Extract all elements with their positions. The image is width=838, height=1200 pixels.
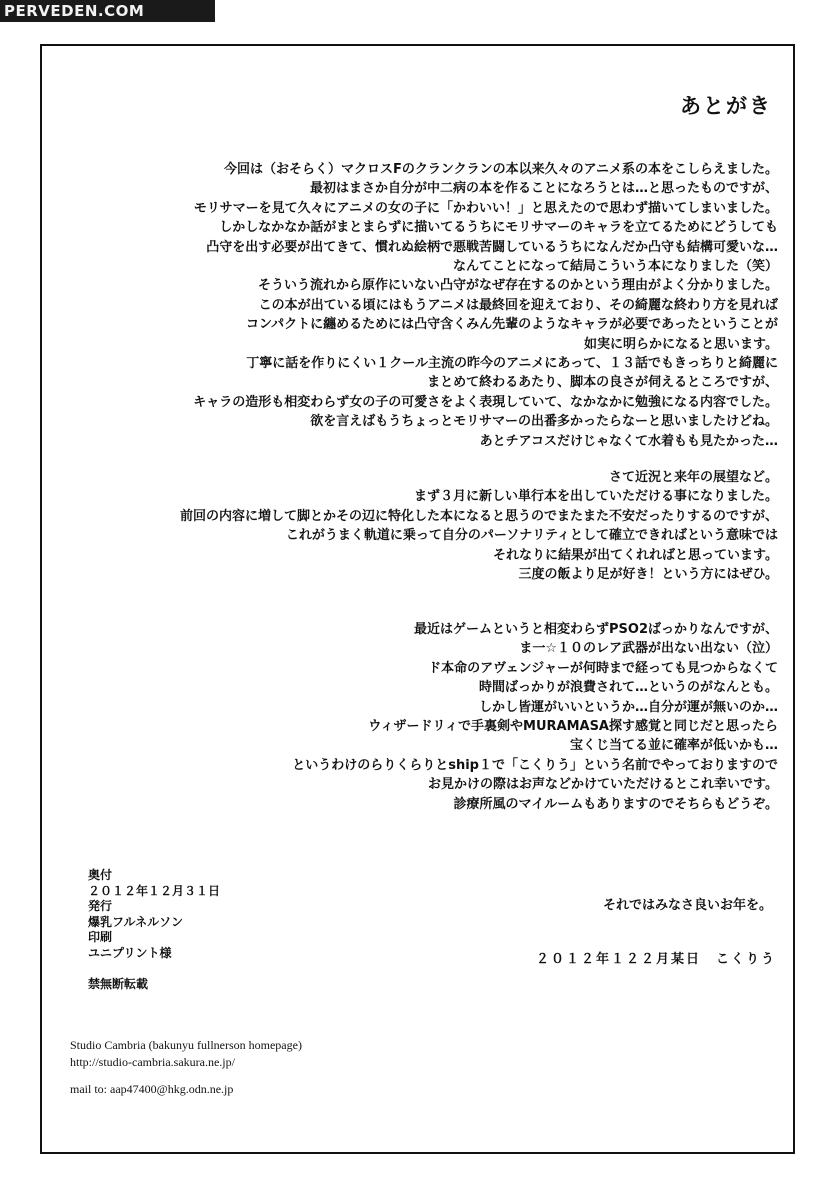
homepage-url: http://studio-cambria.sakura.ne.jp/ xyxy=(70,1055,235,1069)
text-line: あとチアコスだけじゃなくて水着もも見たかった… xyxy=(479,433,778,449)
text-line: 三度の飯より足が好き！という方にはぜひ。 xyxy=(518,567,778,583)
author-signature: ２０１２年１２２月某日 こくりう xyxy=(535,952,776,967)
text-line: 最初はまさか自分が中二病の本を作ることになろうとは…と思ったものですが、 xyxy=(309,181,778,197)
printer-label: 印刷 xyxy=(88,930,113,945)
text-line: まず３月に新しい単行本を出していただける事になりました。 xyxy=(413,489,778,505)
text-line: 診療所風のマイルームもありますのでそちらもどうぞ。 xyxy=(453,796,778,812)
text-line: お見かけの際はお声などかけていただけるとこれ幸いです。 xyxy=(428,777,778,793)
text-line: コンパクトに纏めるためには凸守含くみん先輩のようなキャラが必要であったということが xyxy=(246,317,778,333)
publisher-name: 爆乳フルネルソン xyxy=(88,914,184,929)
afterword-paragraph-3 xyxy=(292,620,778,814)
text-line: 前回の内容に増して脚とかその辺に特化した本になると思うのでまたまた不安だったりするのですが、 xyxy=(179,508,778,524)
text-line: キャラの造形も相変わらず女の子の可愛さをよく表現していて、なかなかに勉強になる内容でした。 xyxy=(193,394,778,410)
text-line: まとめて終わるあたり、脚本の良さが伺えるところですが、 xyxy=(427,375,778,391)
copyright-notice: 禁無断転載 xyxy=(88,977,149,991)
circle-name: Studio Cambria (bakunyu fullnerson homepage) xyxy=(70,1038,302,1052)
text-line: そういう流れから原作にいない凸守がなぜ存在するのかという理由がよく分かりました。 xyxy=(257,278,778,294)
text-line: それなりに結果が出てくれればと思っています。 xyxy=(493,547,778,563)
text-line: しかし皆運がいいというか…自分が運が無いのか… xyxy=(478,699,778,715)
text-line: 欲を言えばもうちょっとモリサマーの出番多かったらなーと思いましたけどね。 xyxy=(310,414,778,430)
text-line: 最近はゲームというと相変わらずPSO2ばっかりなんですが、 xyxy=(414,622,778,637)
credits xyxy=(70,1037,302,1071)
text-line: 時間ばっかりが浪費されて…というのがなんとも。 xyxy=(478,680,778,696)
closing-line: それではみなさ良いお年を。 xyxy=(602,898,772,913)
text-line: 丁寧に話を作りにくい１クール主流の昨今のアニメにあって、１３話でもきっちりと綺麗に xyxy=(246,356,778,372)
text-line: この本が出ている頃にはもうアニメは最終回を迎えており、その綺麗な終わり方を見れば xyxy=(258,297,778,313)
site-watermark: PERVEDEN.COM xyxy=(0,0,215,22)
text-line: これがうまく軌道に乗って自分のパーソナリティとして確立できればという意味では xyxy=(285,528,778,544)
text-line: 凸守を出す必要が出てきて、慣れぬ絵柄で悪戦苦闘しているうちになんだか凸守も結構可愛いな… xyxy=(206,239,778,255)
text-line: 宝くじ当てる並に確率が低いかも… xyxy=(569,738,778,754)
afterword-paragraph-1 xyxy=(193,160,778,451)
text-line: ウィザードリィで手裏剣やMURAMASA探す感覚と同じだと思ったら xyxy=(368,719,778,735)
text-line: さて近況と来年の展望など。 xyxy=(608,470,778,485)
afterword-paragraph-2 xyxy=(180,468,778,584)
page-title: あとがき xyxy=(680,94,772,118)
publisher-label: 発行 xyxy=(88,899,113,914)
text-line: 今回は（おそらく）マクロスFのクランクランの本以来久々のアニメ系の本をこしらえました。 xyxy=(224,162,778,177)
colophon-heading: 奥付 xyxy=(88,868,113,882)
printer-name: ユニプリント様 xyxy=(88,945,172,960)
text-line: しかしなかなか話がまとまらずに描いてるうちにモリサマーのキャラを立てるためにどうしても xyxy=(219,220,778,236)
text-line: ド本命のアヴェンジャーが何時まで経っても見つからなくて xyxy=(428,660,778,676)
text-line: なんてことになって結局こういう本になりました（笑） xyxy=(452,259,778,275)
contact-email: mail to: aap47400@hkg.odn.ne.jp xyxy=(70,1082,234,1096)
publish-date: ２０１２年１２月３１日 xyxy=(88,883,221,898)
text-line: というわけのらりくらりとship１で「こくりう」という名前でやっておりますので xyxy=(292,757,778,773)
text-line: 如実に明らかになると思います。 xyxy=(584,336,778,352)
colophon xyxy=(88,868,220,962)
text-line: ま一☆１０のレア武器が出ない出ない（泣） xyxy=(519,641,778,657)
text-line: モリサマーを見て久々にアニメの女の子に「かわいい！」と思えたので思わず描いてしまいました。 xyxy=(193,200,778,216)
